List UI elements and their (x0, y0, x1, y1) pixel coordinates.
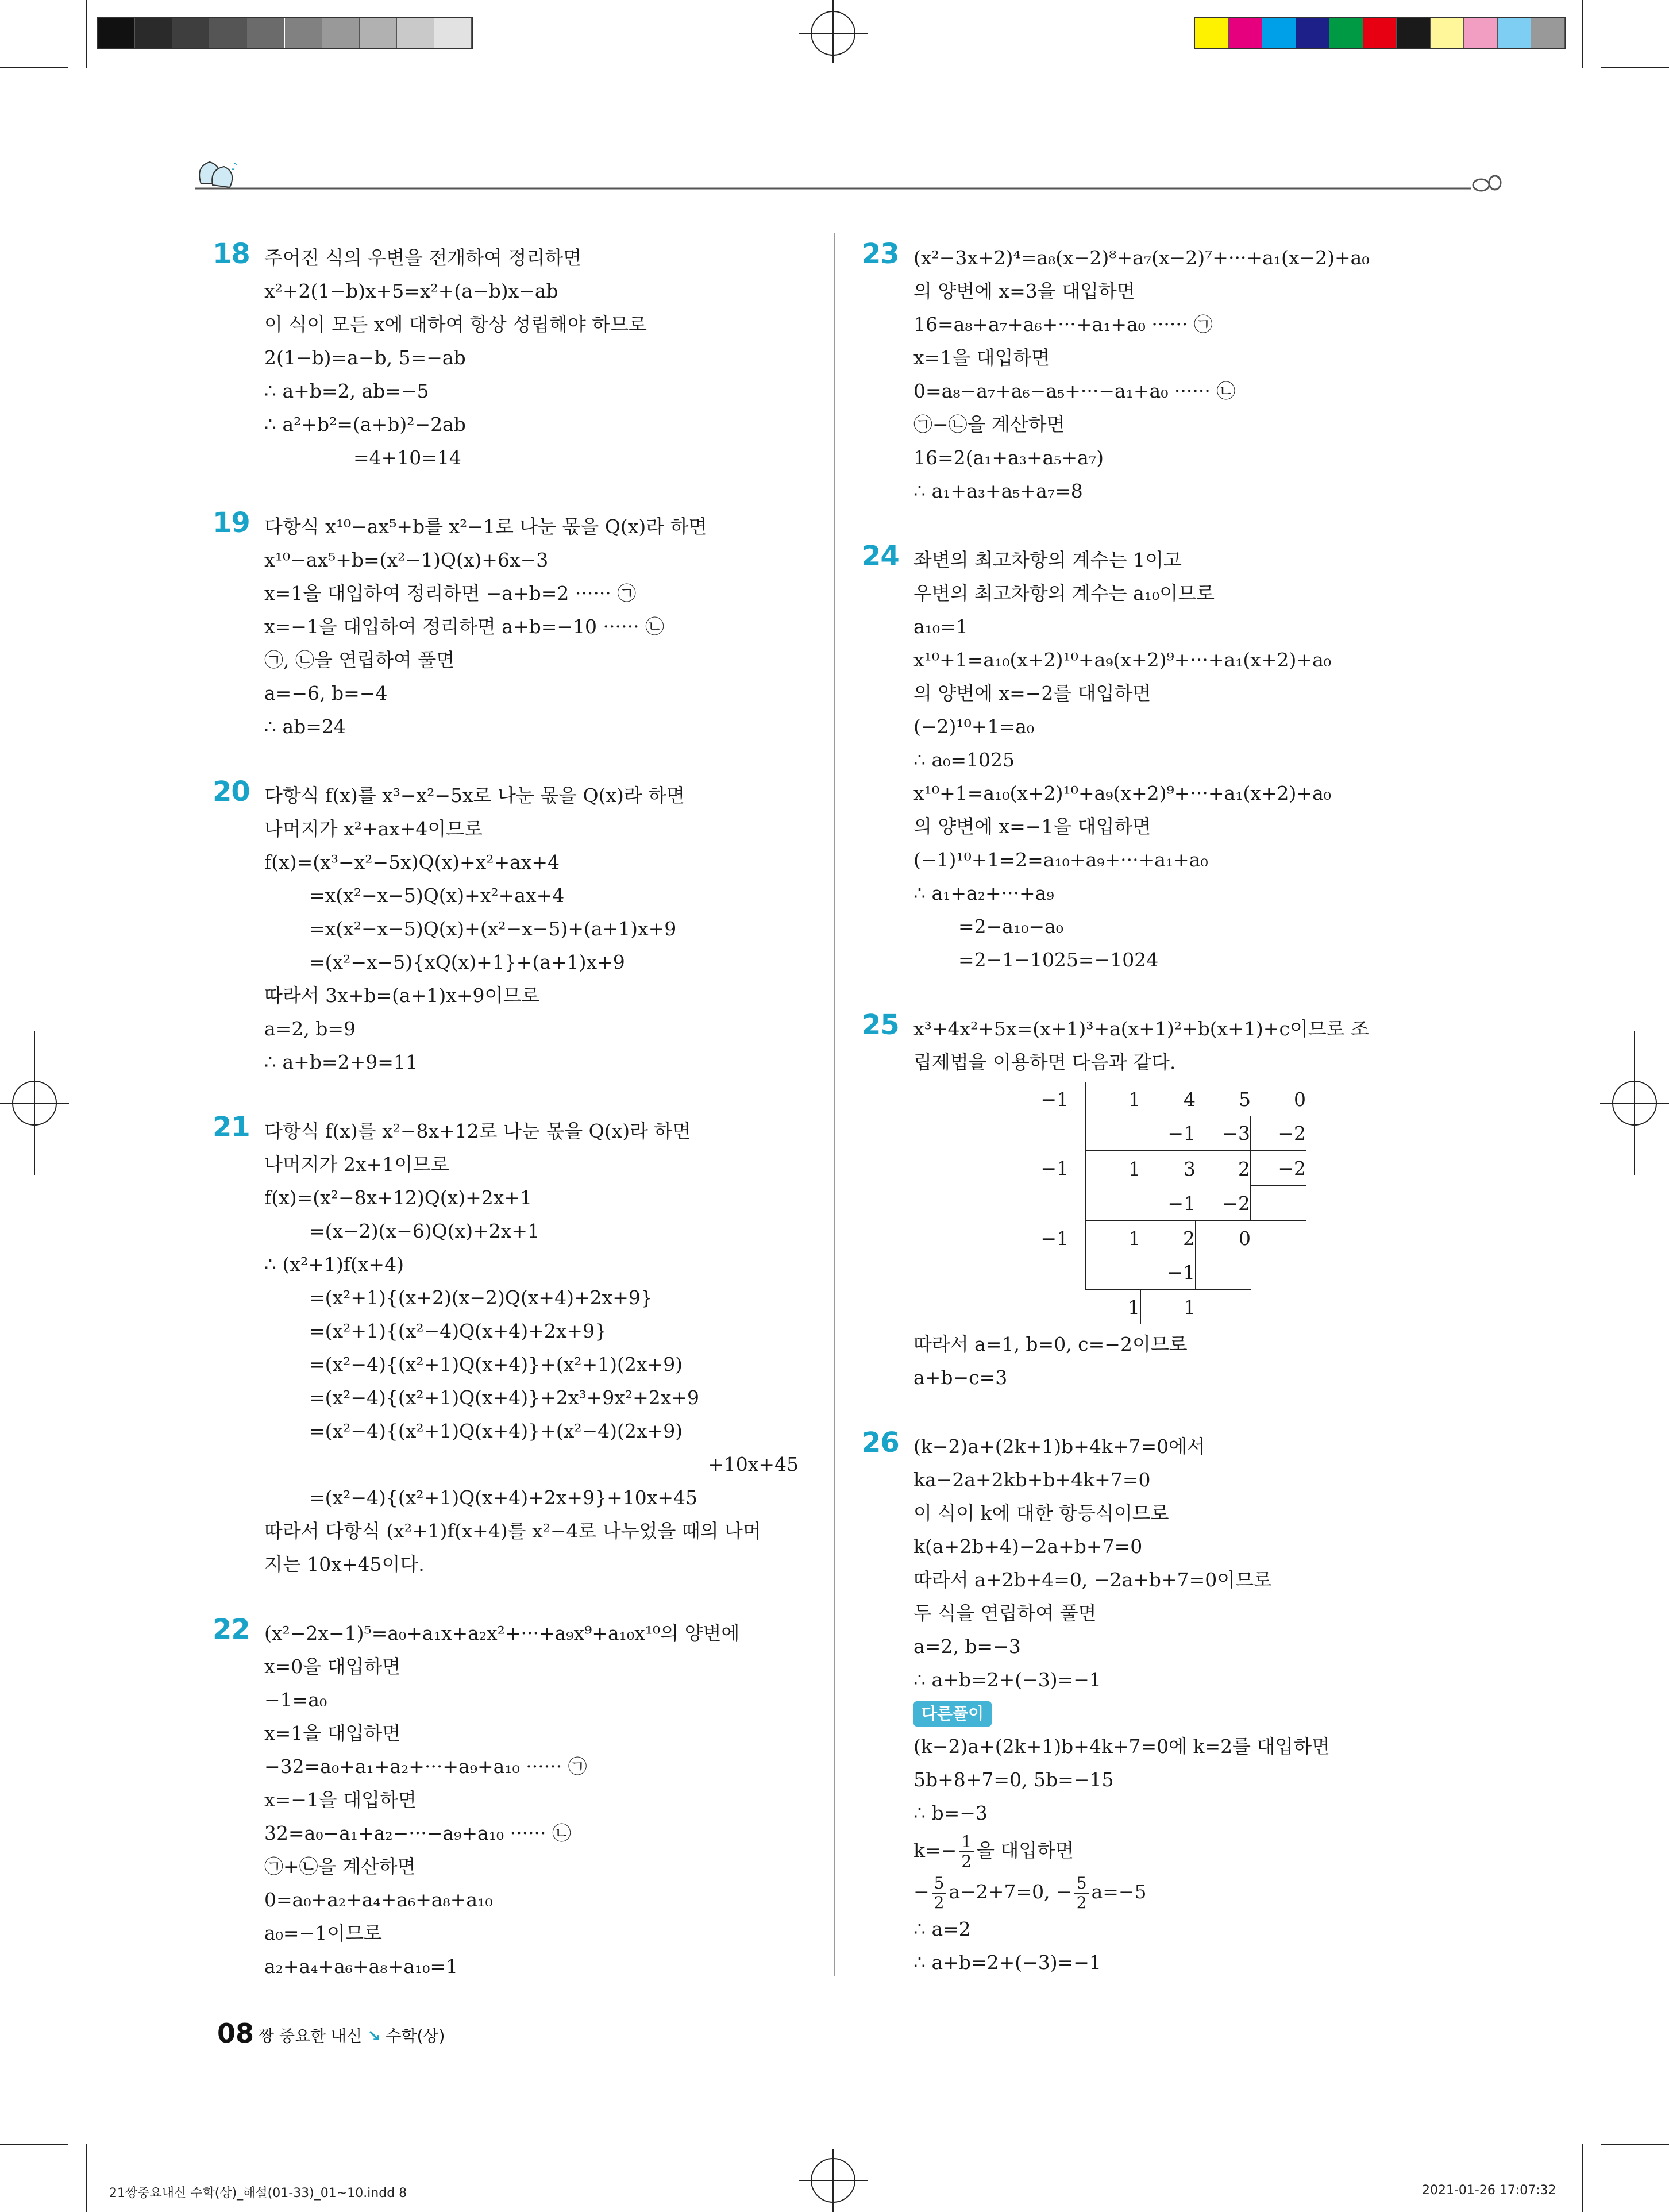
crop-mark (1601, 67, 1669, 68)
solution-line: x=−1을 대입하여 정리하면 a+b=−10 ······ ㉡ (264, 615, 664, 638)
synth-cell: −1 (1167, 1192, 1196, 1215)
solution-line: =(x²+1){(x²−4)Q(x+4)+2x+9} (309, 1320, 607, 1342)
book-title-a: 짱 중요한 내신 (259, 2026, 363, 2045)
fraction: $\frac{5}{2}$ (932, 1874, 947, 1912)
fraction: $\frac{5}{2}$ (1074, 1874, 1089, 1912)
registration-mark-icon (0, 1031, 69, 1175)
synth-cell: 1 (1085, 1151, 1140, 1186)
solution-line: 주어진 식의 우변을 전개하여 정리하면 (264, 246, 582, 269)
color-swatch (247, 18, 284, 48)
color-swatch (1363, 18, 1397, 48)
problem-25 (862, 1009, 1494, 1394)
synth-cell: −2 (1251, 1116, 1306, 1151)
solution-line: +10x+45 (708, 1453, 799, 1475)
color-swatch (322, 18, 360, 48)
solution-line: x=1을 대입하면 (264, 1722, 401, 1744)
problem-number: 24 (862, 540, 899, 572)
solution-line: 두 식을 연립하여 풀면 (913, 1602, 1097, 1624)
synth-cell (1251, 1186, 1306, 1221)
alt-solution-badge: 다른풀이 (913, 1701, 992, 1727)
synth-cell (1005, 1290, 1085, 1324)
synth-cell: −1 (1040, 1227, 1069, 1250)
solution-line: 의 양변에 x=−2를 대입하면 (913, 682, 1151, 704)
color-swatch (1397, 18, 1431, 48)
synth-cell: 0 (1196, 1221, 1251, 1255)
solution-line: (k−2)a+(2k+1)b+4k+7=0에서 (913, 1435, 1205, 1458)
page-number: 08 (217, 2018, 255, 2049)
problem-23 (862, 238, 1494, 508)
solution-line: 우변의 최고차항의 계수는 a₁₀이므로 (913, 582, 1215, 604)
synth-cell (1085, 1186, 1140, 1221)
solution-line: x¹⁰+1=a₁₀(x+2)¹⁰+a₉(x+2)⁹+···+a₁(x+2)+a₀ (913, 782, 1331, 804)
solution-line: 다항식 f(x)를 x³−x²−5x로 나눈 몫을 Q(x)라 하면 (264, 784, 685, 807)
solution-line: 의 양변에 x=3을 대입하면 (913, 280, 1135, 302)
ribbon-bow-icon (1473, 176, 1501, 191)
solution-line: x=1을 대입하여 정리하면 −a+b=2 ······ ㉠ (264, 582, 637, 604)
synth-cell: 2 (1140, 1221, 1196, 1255)
problem-21 (213, 1111, 799, 1581)
crop-mark (1601, 2144, 1669, 2145)
synth-cell: −1 (1040, 1088, 1069, 1111)
synth-cell: 0 (1294, 1088, 1306, 1111)
problem-20 (213, 776, 799, 1079)
synth-cell: 1 (1140, 1290, 1196, 1324)
color-swatch (1329, 18, 1363, 48)
solution-line: ka−2a+2kb+b+4k+7=0 (913, 1469, 1151, 1491)
synth-cell (1251, 1221, 1306, 1255)
solution-line: ∴ a+b=2, ab=−5 (264, 380, 429, 402)
solution-line: 16=2(a₁+a₃+a₅+a₇) (913, 446, 1104, 469)
solution-line: 0=a₀+a₂+a₄+a₆+a₈+a₁₀ (264, 1889, 493, 1911)
solution-line: ∴ (x²+1)f(x+4) (264, 1253, 404, 1275)
synth-cell (1251, 1290, 1306, 1324)
solution-line: 32=a₀−a₁+a₂−···−a₉+a₁₀ ······ ㉡ (264, 1822, 572, 1844)
solution-line: a₀=−1이므로 (264, 1922, 382, 1944)
problem-number: 21 (213, 1111, 250, 1143)
crop-mark (1582, 0, 1583, 68)
solution-line: =2−a₁₀−a₀ (958, 915, 1063, 938)
synth-cell (1196, 1255, 1251, 1290)
arrow-icon: ↘ (367, 2026, 381, 2045)
solution-line: x¹⁰−ax⁵+b=(x²−1)Q(x)+6x−3 (264, 549, 549, 571)
color-swatch (360, 18, 397, 48)
crop-mark (0, 67, 68, 68)
solution-line: x³+4x²+5x=(x+1)³+a(x+1)²+b(x+1)+c이므로 조 (913, 1018, 1369, 1040)
solution-line: ∴ a₀=1025 (913, 749, 1015, 771)
solution-line: ∴ a+b=2+(−3)=−1 (913, 1951, 1101, 1974)
solution-line: a₂+a₄+a₆+a₈+a₁₀=1 (264, 1955, 458, 1978)
solution-line: 16=a₈+a₇+a₆+···+a₁+a₀ ······ ㉠ (913, 313, 1213, 336)
cmyk-color-bar (1194, 17, 1566, 49)
solution-line: 5b+8+7=0, 5b=−15 (913, 1768, 1114, 1791)
solution-line: (−2)¹⁰+1=a₀ (913, 715, 1035, 738)
bell-icon (199, 161, 237, 187)
synth-cell: −1 (1167, 1261, 1195, 1284)
problem-19 (213, 507, 799, 743)
svg-text:♪: ♪ (231, 161, 238, 173)
solution-line: 0=a₈−a₇+a₆−a₅+···−a₁+a₀ ······ ㉡ (913, 380, 1236, 402)
solution-line: (−1)¹⁰+1=2=a₁₀+a₉+···+a₁+a₀ (913, 849, 1208, 871)
solution-line: x¹⁰+1=a₁₀(x+2)¹⁰+a₉(x+2)⁹+···+a₁(x+2)+a₀ (913, 649, 1331, 671)
solution-line: ∴ a₁+a₂+···+a₉ (913, 882, 1054, 904)
synth-cell: −1 (1167, 1122, 1196, 1144)
solution-line: ∴ a=2 (913, 1918, 971, 1940)
solution-line: 따라서 a+2b+4=0, −2a+b+7=0이므로 (913, 1569, 1272, 1591)
solution-line: 이 식이 k에 대한 항등식이므로 (913, 1502, 1169, 1524)
solution-line: 이 식이 모든 x에 대하여 항상 성립해야 하므로 (264, 313, 647, 336)
book-title (259, 2024, 445, 2047)
synth-cell: 5 (1239, 1088, 1251, 1111)
solution-line: x=−1을 대입하면 (264, 1789, 417, 1811)
synth-cell: −2 (1222, 1192, 1250, 1215)
problem-24 (862, 540, 1494, 977)
problem-number: 19 (213, 507, 250, 539)
synth-cell: 1 (1085, 1290, 1140, 1324)
solution-line: (k−2)a+(2k+1)b+4k+7=0에 k=2를 대입하면 (913, 1735, 1331, 1758)
right-column (862, 238, 1494, 2015)
registration-mark-icon (799, 2149, 868, 2212)
solution-line: =(x²−4){(x²+1)Q(x+4)}+(x²+1)(2x+9) (309, 1353, 683, 1375)
synth-cell (1196, 1290, 1251, 1324)
crop-mark (1582, 2144, 1583, 2212)
synth-cell (1005, 1116, 1085, 1151)
problem-number: 20 (213, 776, 250, 808)
problem-number: 22 (213, 1613, 250, 1645)
color-swatch (98, 18, 135, 48)
solution-line: =(x−2)(x−6)Q(x)+2x+1 (309, 1220, 539, 1242)
solution-line: ㉠−㉡을 계산하면 (913, 413, 1065, 436)
synth-cell (1005, 1186, 1085, 1221)
solution-line: 다항식 x¹⁰−ax⁵+b를 x²−1로 나눈 몫을 Q(x)라 하면 (264, 515, 707, 538)
crop-mark (86, 2144, 87, 2212)
date-slug: 2021-01-26 17:07:32 (1422, 2183, 1556, 2198)
solution-line: ∴ b=−3 (913, 1802, 988, 1824)
solution-line: =(x²−4){(x²+1)Q(x+4)+2x+9}+10x+45 (309, 1486, 697, 1509)
fraction-line: k=− $\frac{1}{2}$ 을 대입하면 (913, 1832, 1074, 1871)
solution-line: 따라서 다항식 (x²+1)f(x+4)를 x²−4로 나누었을 때의 나머 (264, 1520, 761, 1542)
solution-line: x=1을 대입하면 (913, 346, 1050, 369)
solution-line: =(x²−x−5){xQ(x)+1}+(a+1)x+9 (309, 951, 625, 973)
problem-22 (213, 1613, 799, 1983)
solution-line: f(x)=(x³−x²−5x)Q(x)+x²+ax+4 (264, 851, 560, 873)
solution-line: 지는 10x+45이다. (264, 1553, 425, 1575)
solution-line: a+b−c=3 (913, 1366, 1008, 1389)
solution-line: (x²−2x−1)⁵=a₀+a₁x+a₂x²+···+a₉x⁹+a₁₀x¹⁰의 양변에 (264, 1622, 740, 1644)
left-column (213, 238, 799, 2019)
registration-mark-icon (799, 0, 868, 63)
solution-line: 나머지가 x²+ax+4이므로 (264, 818, 483, 840)
solution-line: 따라서 3x+b=(a+1)x+9이므로 (264, 984, 540, 1007)
solution-line: ∴ a²+b²=(a+b)²−2ab (264, 413, 466, 436)
solution-line: 다항식 f(x)를 x²−8x+12로 나눈 몫을 Q(x)라 하면 (264, 1120, 691, 1142)
solution-line: −32=a₀+a₁+a₂+···+a₉+a₁₀ ······ ㉠ (264, 1755, 587, 1778)
solution-line: a=−6, b=−4 (264, 682, 388, 704)
synth-cell: −3 (1222, 1122, 1250, 1144)
color-swatch (397, 18, 434, 48)
solution-line: ∴ a+b=2+(−3)=−1 (913, 1668, 1101, 1691)
synth-cell: −1 (1040, 1157, 1069, 1180)
color-swatch (285, 18, 322, 48)
solution-line: f(x)=(x²−8x+12)Q(x)+2x+1 (264, 1186, 533, 1209)
synth-cell: −2 (1251, 1151, 1306, 1186)
fraction: $\frac{1}{2}$ (959, 1833, 974, 1871)
solution-line: ∴ a+b=2+9=11 (264, 1051, 418, 1073)
synth-cell: 1 (1085, 1221, 1140, 1255)
solution-line: 좌변의 최고차항의 계수는 1이고 (913, 549, 1182, 571)
gray-color-bar (97, 17, 473, 49)
solution-line: 2(1−b)=a−b, 5=−ab (264, 346, 466, 369)
solution-line: =(x²−4){(x²+1)Q(x+4)}+2x³+9x²+2x+9 (309, 1386, 700, 1409)
solution-line: −1=a₀ (264, 1689, 327, 1711)
solution-line: k(a+2b+4)−2a+b+7=0 (913, 1535, 1143, 1558)
solution-line: 나머지가 2x+1이므로 (264, 1153, 449, 1176)
color-swatch (1498, 18, 1532, 48)
problem-number: 18 (213, 238, 250, 270)
color-swatch (434, 18, 472, 48)
color-swatch (1195, 18, 1229, 48)
crop-mark (86, 0, 87, 68)
solution-line: (x²−3x+2)⁴=a₈(x−2)⁸+a₇(x−2)⁷+···+a₁(x−2)+a₀ (913, 246, 1370, 269)
color-swatch (135, 18, 172, 48)
solution-line: a=2, b=−3 (913, 1635, 1021, 1658)
fraction-line: − $\frac{5}{2}$ a−2+7=0, − $\frac{5}{2}$ a=−5 (913, 1874, 1147, 1912)
column-divider (834, 233, 835, 1976)
solution-line: =(x²−4){(x²+1)Q(x+4)}+(x²−4)(2x+9) (309, 1420, 683, 1442)
crop-mark (0, 2144, 68, 2145)
synth-cell (1005, 1255, 1085, 1290)
problem-number: 25 (862, 1009, 899, 1041)
synthetic-division-table (1005, 1082, 1306, 1324)
synth-cell: 1 (1085, 1082, 1140, 1116)
book-title-b: 수학(상) (386, 2026, 445, 2045)
solution-line: =x(x²−x−5)Q(x)+x²+ax+4 (309, 884, 565, 907)
solution-line: =4+10=14 (353, 446, 461, 469)
color-swatch (172, 18, 210, 48)
solution-line: ㉠+㉡을 계산하면 (264, 1855, 416, 1878)
solution-line: ∴ ab=24 (264, 715, 346, 738)
color-swatch (1296, 18, 1330, 48)
synth-cell (1251, 1255, 1306, 1290)
file-slug: 21짱중요내신 수학(상)_해설(01-33)_01~10.indd 8 (109, 2186, 407, 2201)
problem-18 (213, 238, 799, 475)
registration-mark-icon (1600, 1031, 1669, 1175)
solution-line: a₁₀=1 (913, 615, 968, 638)
problem-number: 23 (862, 238, 899, 270)
synth-cell: 4 (1184, 1088, 1196, 1111)
color-swatch (1229, 18, 1263, 48)
problem-number: 26 (862, 1427, 899, 1459)
color-swatch (1431, 18, 1464, 48)
solution-line: a=2, b=9 (264, 1018, 356, 1040)
synth-cell: 3 (1140, 1151, 1196, 1186)
solution-line: ㉠, ㉡을 연립하여 풀면 (264, 649, 455, 671)
synth-cell (1085, 1116, 1140, 1151)
solution-line: ∴ a₁+a₃+a₅+a₇=8 (913, 480, 1083, 502)
solution-line: x=0을 대입하면 (264, 1655, 401, 1678)
solution-line: 의 양변에 x=−1을 대입하면 (913, 815, 1151, 838)
color-swatch (1531, 18, 1565, 48)
color-swatch (1262, 18, 1296, 48)
header-ribbon-line (184, 155, 1511, 201)
color-swatch (1464, 18, 1498, 48)
color-swatch (210, 18, 247, 48)
solution-line: =(x²+1){(x+2)(x−2)Q(x+4)+2x+9} (309, 1286, 653, 1309)
solution-line: =x(x²−x−5)Q(x)+(x²−x−5)+(a+1)x+9 (309, 918, 677, 940)
synth-cell: 2 (1196, 1151, 1251, 1186)
synth-cell (1085, 1255, 1140, 1290)
solution-line: x²+2(1−b)x+5=x²+(a−b)x−ab (264, 280, 558, 302)
problem-26 (862, 1427, 1494, 1979)
solution-line: 립제법을 이용하면 다음과 같다. (913, 1051, 1176, 1073)
solution-line: 따라서 a=1, b=0, c=−2이므로 (913, 1333, 1188, 1355)
solution-line: =2−1−1025=−1024 (958, 949, 1159, 971)
